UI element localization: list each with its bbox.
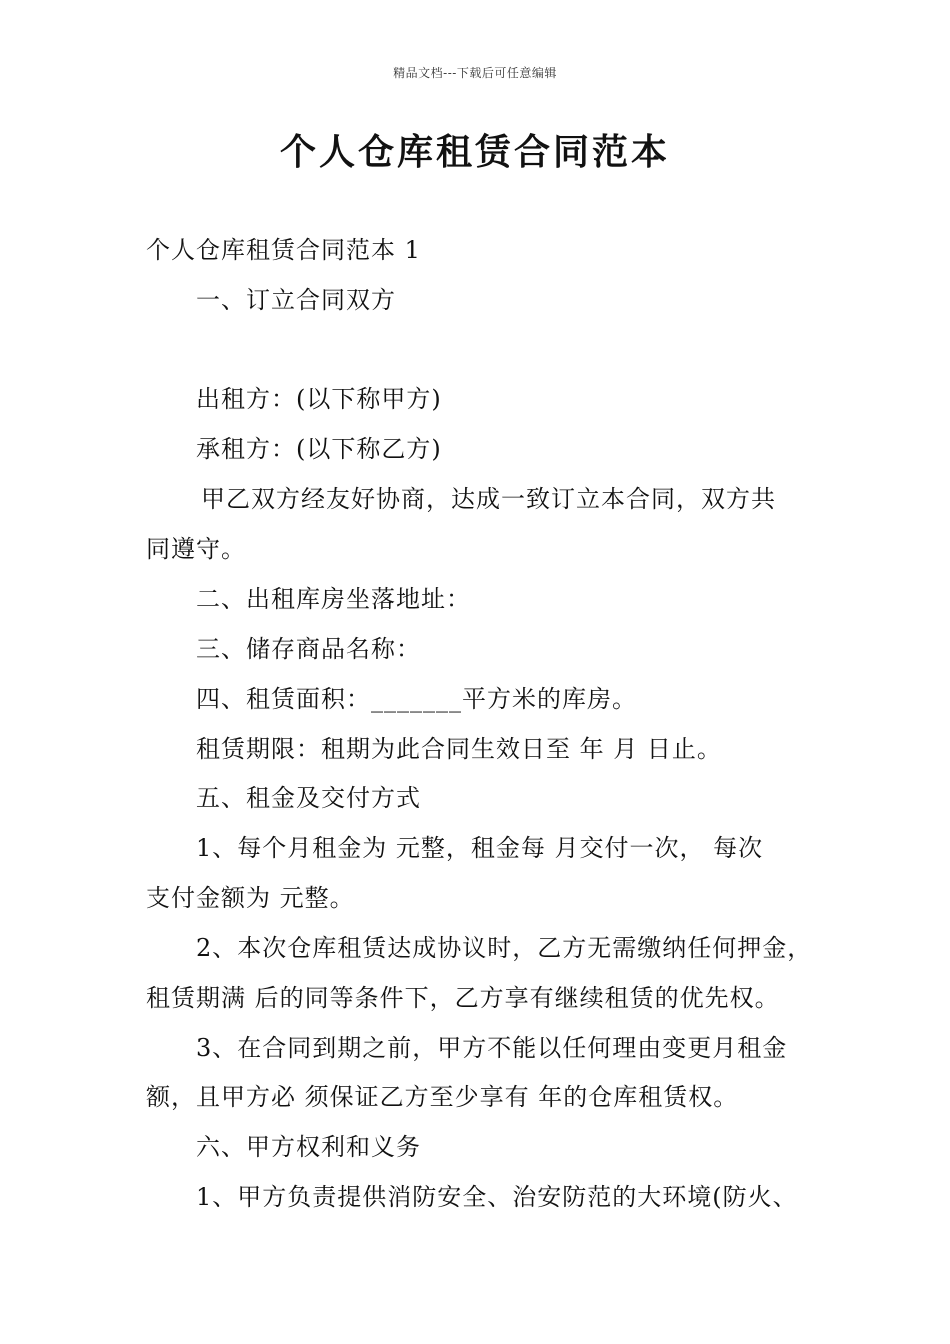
paragraph-line: 额，且甲方必 须保证乙方至少享有 年的仓库租赁权。: [146, 1083, 739, 1111]
section-heading: 个人仓库租赁合同范本 1: [146, 236, 421, 264]
paragraph-line: 一、订立合同双方: [196, 286, 396, 314]
paragraph-line: 甲乙双方经友好协商，达成一致订立本合同，双方共: [201, 485, 776, 513]
paragraph-line: 四、租赁面积：_______平方米的库房。: [196, 685, 637, 713]
paragraph-line: 同遵守。: [146, 535, 246, 563]
paragraph-line: 五、租金及交付方式: [196, 784, 421, 812]
paragraph-line: 六、甲方权利和义务: [196, 1133, 421, 1161]
header-note: 精品文档---下载后可任意编辑: [393, 66, 557, 80]
paragraph-line: 租赁期满 后的同等条件下，乙方享有继续租赁的优先权。: [146, 984, 780, 1012]
document-title: 个人仓库租赁合同范本: [279, 131, 670, 173]
paragraph-line: 2、本次仓库租赁达成协议时，乙方无需缴纳任何押金，: [196, 934, 813, 962]
paragraph-line: 租赁期限：租期为此合同生效日至 年 月 日止。: [196, 735, 722, 763]
paragraph-line: 1、每个月租金为 元整，租金每 月交付一次， 每次: [196, 834, 764, 862]
paragraph-line: 支付金额为 元整。: [146, 884, 355, 912]
paragraph-line: 3、在合同到期之前，甲方不能以任何理由变更月租金: [196, 1034, 788, 1062]
paragraph-line: 出租方：(以下称甲方): [196, 385, 442, 413]
paragraph-line: 二、出租库房坐落地址：: [196, 585, 471, 613]
paragraph-line: 1、甲方负责提供消防安全、治安防范的大环境(防火、: [196, 1183, 798, 1211]
paragraph-line: 承租方：(以下称乙方): [196, 435, 442, 463]
paragraph-line: 三、储存商品名称：: [196, 635, 421, 663]
